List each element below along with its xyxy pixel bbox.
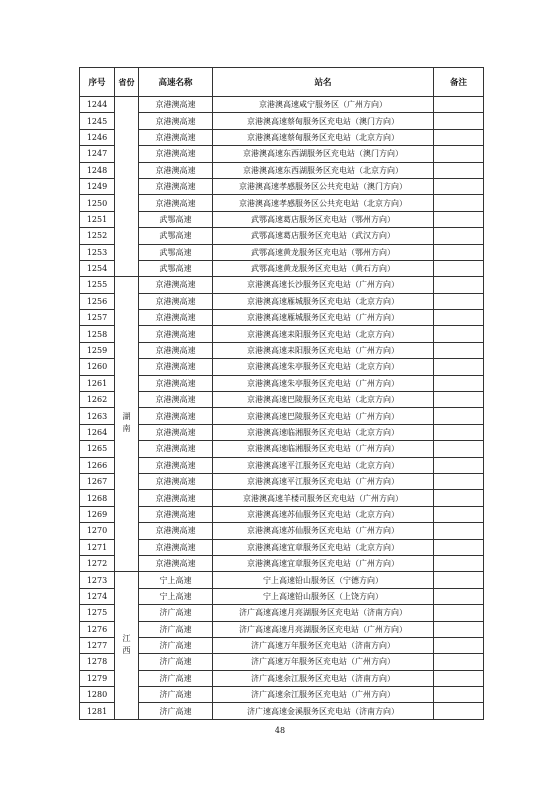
table-row [80,555,484,571]
table-row [80,260,484,276]
remark-cell [434,523,484,539]
row-number: 1254 [80,260,115,276]
row-number: 1273 [80,572,115,588]
table-row [80,228,484,244]
row-number: 1259 [80,342,115,358]
header-highway: 高速名称 [139,68,213,97]
highway-name: 济广高速 [139,637,213,653]
table-row [80,408,484,424]
station-name: 京港澳高速苏仙服务区充电站（北京方向） [213,506,434,522]
station-name: 京港澳高速朱亭服务区充电站（北京方向） [213,359,434,375]
row-number: 1281 [80,703,115,719]
remark-cell [434,113,484,129]
remark-cell [434,293,484,309]
remark-cell [434,129,484,145]
row-number: 1249 [80,178,115,194]
province-cell: 湖南 [115,277,139,572]
header-num: 序号 [80,68,115,97]
station-name: 京港澳高速宜章服务区充电站（广州方向） [213,555,434,571]
station-name: 京港澳高速蔡甸服务区充电站（澳门方向） [213,113,434,129]
highway-name: 京港澳高速 [139,195,213,211]
remark-cell [434,260,484,276]
remark-cell [434,621,484,637]
remark-cell [434,392,484,408]
station-name: 武鄂高速葛店服务区充电站（武汉方向） [213,228,434,244]
table-row [80,359,484,375]
row-number: 1257 [80,310,115,326]
station-name: 济广高速高速月亮湖服务区充电站（广州方向） [213,621,434,637]
row-number: 1267 [80,473,115,489]
row-number: 1250 [80,195,115,211]
header-remark: 备注 [434,68,484,97]
highway-name: 宁上高速 [139,588,213,604]
station-name: 宁上高速铅山服务区（上饶方向） [213,588,434,604]
table-row [80,195,484,211]
row-number: 1278 [80,654,115,670]
row-number: 1255 [80,277,115,293]
station-name: 京港澳高速宜章服务区充电站（北京方向） [213,539,434,555]
highway-name: 济广高速 [139,621,213,637]
remark-cell [434,146,484,162]
row-number: 1277 [80,637,115,653]
station-name: 京港澳高速孝感服务区公共充电站（澳门方向） [213,178,434,194]
highway-name: 京港澳高速 [139,162,213,178]
station-name: 京港澳高速东西湖服务区充电站（北京方向） [213,162,434,178]
station-name: 济广高速余江服务区充电站（济南方向） [213,670,434,686]
station-name: 京港澳高速孝感服务区公共充电站（北京方向） [213,195,434,211]
table-row [80,506,484,522]
table-row [80,687,484,703]
highway-name: 济广高速 [139,703,213,719]
highway-name: 济广高速 [139,687,213,703]
highway-name: 京港澳高速 [139,392,213,408]
station-name: 武鄂高速黄龙服务区充电站（黄石方向） [213,260,434,276]
remark-cell [434,310,484,326]
remark-cell [434,506,484,522]
table-row [80,441,484,457]
province-cell: 江西 [115,572,139,720]
row-number: 1247 [80,146,115,162]
page-number: 48 [274,726,286,735]
table-row [80,424,484,440]
table-header [80,68,484,97]
highway-name: 济广高速 [139,670,213,686]
remark-cell [434,670,484,686]
table-row [80,670,484,686]
table-row [80,146,484,162]
remark-cell [434,637,484,653]
remark-cell [434,457,484,473]
highway-name: 京港澳高速 [139,408,213,424]
row-number: 1245 [80,113,115,129]
station-name: 京港澳高速羊楼司服务区充电站（广州方向） [213,490,434,506]
header-row [80,68,484,97]
remark-cell [434,703,484,719]
station-name: 济广高速万年服务区充电站（济南方向） [213,637,434,653]
station-name: 京港澳高速临湘服务区充电站（广州方向） [213,441,434,457]
station-name: 济广高速万年服务区充电站（广州方向） [213,654,434,670]
station-name: 京港澳高速蔡甸服务区充电站（北京方向） [213,129,434,145]
station-name: 京港澳高速咸宁服务区（广州方向） [213,97,434,113]
row-number: 1246 [80,129,115,145]
remark-cell [434,654,484,670]
highway-name: 京港澳高速 [139,97,213,113]
table-row [80,392,484,408]
row-number: 1279 [80,670,115,686]
row-number: 1264 [80,424,115,440]
station-name: 济广速高速金溪服务区充电站（济南方向） [213,703,434,719]
highway-name: 京港澳高速 [139,146,213,162]
table-row [80,490,484,506]
remark-cell [434,359,484,375]
remark-cell [434,424,484,440]
station-name: 京港澳高速雁城服务区充电站（广州方向） [213,310,434,326]
station-name: 武鄂高速葛店服务区充电站（鄂州方向） [213,211,434,227]
remark-cell [434,572,484,588]
remark-cell [434,195,484,211]
table-row [80,162,484,178]
station-name: 京港澳高速巴陵服务区充电站（北京方向） [213,392,434,408]
table-row [80,539,484,555]
highway-name: 京港澳高速 [139,113,213,129]
row-number: 1266 [80,457,115,473]
table-row [80,654,484,670]
station-name: 济广高速余江服务区充电站（广州方向） [213,687,434,703]
row-number: 1258 [80,326,115,342]
remark-cell [434,162,484,178]
station-name: 京港澳高速耒阳服务区充电站（北京方向） [213,326,434,342]
highway-name: 京港澳高速 [139,277,213,293]
highway-name: 京港澳高速 [139,424,213,440]
table-row [80,244,484,260]
row-number: 1256 [80,293,115,309]
table-row [80,637,484,653]
remark-cell [434,277,484,293]
table-row [80,605,484,621]
row-number: 1280 [80,687,115,703]
row-number: 1274 [80,588,115,604]
remark-cell [434,375,484,391]
highway-name: 济广高速 [139,654,213,670]
highway-name: 京港澳高速 [139,523,213,539]
table-row [80,523,484,539]
station-name: 京港澳高速东西湖服务区充电站（澳门方向） [213,146,434,162]
highway-name: 武鄂高速 [139,211,213,227]
row-number: 1252 [80,228,115,244]
remark-cell [434,408,484,424]
row-number: 1272 [80,555,115,571]
table-row [80,178,484,194]
table-row [80,457,484,473]
highway-name: 京港澳高速 [139,359,213,375]
highway-name: 京港澳高速 [139,342,213,358]
header-station: 站名 [213,68,434,97]
row-number: 1253 [80,244,115,260]
station-name: 京港澳高速长沙服务区充电站（广州方向） [213,277,434,293]
table-row [80,473,484,489]
table-row [80,113,484,129]
station-name: 武鄂高速黄龙服务区充电站（鄂州方向） [213,244,434,260]
remark-cell [434,178,484,194]
table-row [80,310,484,326]
row-number: 1270 [80,523,115,539]
remark-cell [434,211,484,227]
row-number: 1265 [80,441,115,457]
province-cell [115,97,139,277]
remark-cell [434,555,484,571]
row-number: 1244 [80,97,115,113]
station-table [79,67,484,720]
station-name: 京港澳高速朱亭服务区充电站（广州方向） [213,375,434,391]
highway-name: 京港澳高速 [139,293,213,309]
table-row [80,588,484,604]
header-province: 省份 [115,68,139,97]
station-name: 济广高速高速月亮湖服务区充电站（济南方向） [213,605,434,621]
highway-name: 济广高速 [139,605,213,621]
remark-cell [434,326,484,342]
remark-cell [434,588,484,604]
row-number: 1248 [80,162,115,178]
row-number: 1263 [80,408,115,424]
station-name: 京港澳高速苏仙服务区充电站（广州方向） [213,523,434,539]
highway-name: 京港澳高速 [139,129,213,145]
station-name: 京港澳高速平江服务区充电站（广州方向） [213,473,434,489]
station-name: 京港澳高速临湘服务区充电站（北京方向） [213,424,434,440]
highway-name: 武鄂高速 [139,260,213,276]
table-row [80,703,484,719]
row-number: 1268 [80,490,115,506]
remark-cell [434,490,484,506]
station-name: 京港澳高速巴陵服务区充电站（广州方向） [213,408,434,424]
table-row [80,211,484,227]
highway-name: 京港澳高速 [139,178,213,194]
row-number: 1261 [80,375,115,391]
highway-name: 京港澳高速 [139,326,213,342]
remark-cell [434,605,484,621]
highway-name: 京港澳高速 [139,506,213,522]
remark-cell [434,228,484,244]
row-number: 1251 [80,211,115,227]
row-number: 1260 [80,359,115,375]
remark-cell [434,473,484,489]
table-row [80,621,484,637]
row-number: 1276 [80,621,115,637]
highway-name: 京港澳高速 [139,539,213,555]
table-row [80,326,484,342]
row-number: 1262 [80,392,115,408]
station-name: 京港澳高速耒阳服务区充电站（广州方向） [213,342,434,358]
row-number: 1271 [80,539,115,555]
remark-cell [434,539,484,555]
table-row [80,277,484,293]
highway-name: 京港澳高速 [139,473,213,489]
table-row [80,129,484,145]
table-row [80,293,484,309]
highway-name: 京港澳高速 [139,310,213,326]
row-number: 1269 [80,506,115,522]
table-row [80,375,484,391]
station-name: 京港澳高速平江服务区充电站（北京方向） [213,457,434,473]
remark-cell [434,342,484,358]
highway-name: 武鄂高速 [139,228,213,244]
highway-name: 京港澳高速 [139,441,213,457]
table-row [80,97,484,113]
table-row [80,342,484,358]
remark-cell [434,441,484,457]
station-name: 宁上高速铅山服务区（宁德方向） [213,572,434,588]
row-number: 1275 [80,605,115,621]
table-body [80,97,484,720]
highway-name: 武鄂高速 [139,244,213,260]
highway-name: 京港澳高速 [139,457,213,473]
highway-name: 宁上高速 [139,572,213,588]
highway-name: 京港澳高速 [139,375,213,391]
table-row [80,572,484,588]
highway-name: 京港澳高速 [139,555,213,571]
station-name: 京港澳高速雁城服务区充电站（北京方向） [213,293,434,309]
remark-cell [434,97,484,113]
remark-cell [434,687,484,703]
remark-cell [434,244,484,260]
highway-name: 京港澳高速 [139,490,213,506]
